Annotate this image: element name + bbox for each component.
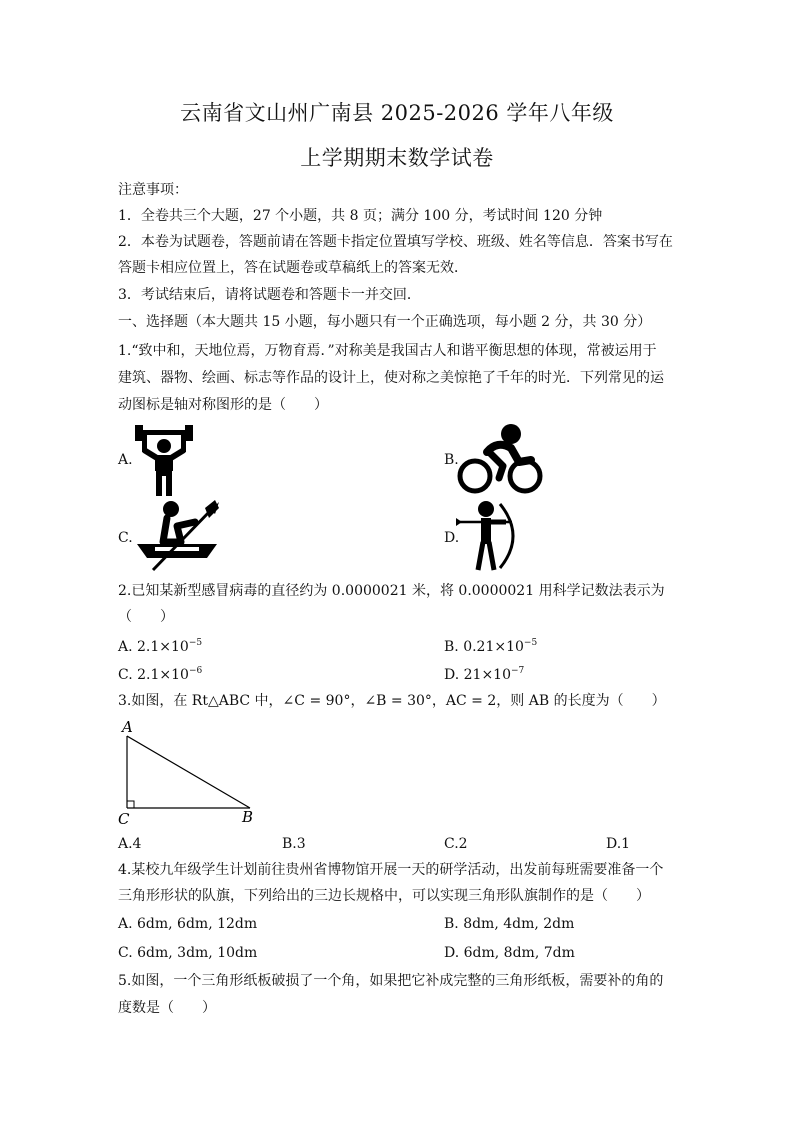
- q2-option-d: [444, 661, 524, 685]
- exam-title-line2: 上学期期末数学试卷: [300, 146, 494, 170]
- q3-option-d: D.1: [606, 836, 631, 852]
- option-exponent: −5: [523, 638, 538, 648]
- q3-option-a: A.4: [118, 836, 142, 852]
- q3-stem: 3.如图，在 Rt△ABC 中，∠C = 90°，∠B = 30°，AC = 2，则 AB 的长度为（ ）: [118, 693, 666, 709]
- vertex-label-b: B: [242, 808, 254, 826]
- q3-option-c: C.2: [444, 836, 468, 852]
- option-exponent: −6: [188, 666, 203, 676]
- q4-stem-line: 4.某校九年级学生计划前往贵州省博物馆开展一天的研学活动，出发前每班需要准备一个: [118, 862, 664, 878]
- option-label: A.: [118, 639, 133, 655]
- vertex-label-c: C: [118, 810, 130, 828]
- q1-option-c-label: C.: [118, 530, 133, 546]
- weightlifting-icon: [133, 424, 195, 496]
- option-base: 0.21×10: [463, 639, 524, 655]
- q4-option-a: A. 6dm, 6dm, 12dm: [118, 916, 258, 932]
- q3-option-b: B.3: [282, 836, 306, 852]
- q1-option-d-label: D.: [444, 530, 460, 546]
- option-base: 2.1×10: [137, 639, 189, 655]
- q1-stem-line: 建筑、器物、绘画、标志等作品的设计上，使对称之美惊艳了千年的时光．下列常见的运: [118, 370, 664, 386]
- q5-stem-line: 5.如图，一个三角形纸板破损了一个角，如果把它补成完整的三角形纸板，需要补的角的: [118, 973, 664, 989]
- exam-title-line1: 云南省文山州广南县 2025-2026 学年八年级: [180, 101, 614, 125]
- q4-option-d: D. 6dm, 8dm, 7dm: [444, 945, 575, 961]
- q5-stem-line: 度数是（ ）: [118, 1000, 216, 1016]
- right-triangle-figure: [114, 716, 264, 828]
- q1-stem-line: 动图标是轴对称图形的是（ ）: [118, 397, 328, 413]
- q2-option-b: [444, 633, 537, 657]
- q4-stem-line: 三角形形状的队旗，下列给出的三边长规格中，可以实现三角形队旗制作的是（ ）: [118, 888, 650, 904]
- q1-option-b-label: B.: [444, 452, 459, 468]
- q2-option-a: [118, 633, 202, 657]
- option-exponent: −7: [511, 666, 525, 676]
- option-label: B.: [444, 639, 459, 655]
- section1-heading: 一、选择题（本大题共 15 小题，每小题只有一个正确选项，每小题 2 分，共 30 分）: [118, 314, 652, 330]
- q2-option-c: [118, 661, 202, 685]
- q4-option-c: C. 6dm, 3dm, 10dm: [118, 945, 258, 961]
- archery-icon: [456, 500, 526, 572]
- q4-option-b: B. 8dm, 4dm, 2dm: [444, 916, 575, 932]
- q2-stem-line: （ ）: [118, 609, 174, 625]
- option-exponent: −5: [188, 638, 203, 648]
- vertex-label-a: A: [122, 718, 133, 736]
- q2-stem-line: 2.已知某新型感冒病毒的直径约为 0.0000021 米，将 0.0000021 用科学记数法表示为: [118, 583, 665, 599]
- option-label: D.: [444, 667, 460, 683]
- rowing-icon: [133, 500, 223, 572]
- notice-item: 1．全卷共三个大题，27 个小题，共 8 页；满分 100 分，考试时间 120 分钟: [118, 208, 603, 224]
- notice-item: 答题卡相应位置上，答在试题卷或草稿纸上的答案无效．: [118, 260, 468, 276]
- option-label: C.: [118, 667, 133, 683]
- notice-item: 3．考试结束后，请将试题卷和答题卡一并交回．: [118, 287, 421, 303]
- cycling-icon: [457, 422, 543, 494]
- q1-option-a-label: A.: [118, 452, 133, 468]
- notice-item: 2．本卷为试题卷，答题前请在答题卡指定位置填写学校、班级、姓名等信息．答案书写在: [118, 234, 673, 250]
- q1-stem-line: 1.“致中和，天地位焉，万物育焉．”对称美是我国古人和谐平衡思想的体现，常被运用于: [118, 343, 657, 359]
- option-base: 21×10: [463, 667, 511, 683]
- notice-heading: 注意事项：: [118, 182, 188, 198]
- option-base: 2.1×10: [137, 667, 189, 683]
